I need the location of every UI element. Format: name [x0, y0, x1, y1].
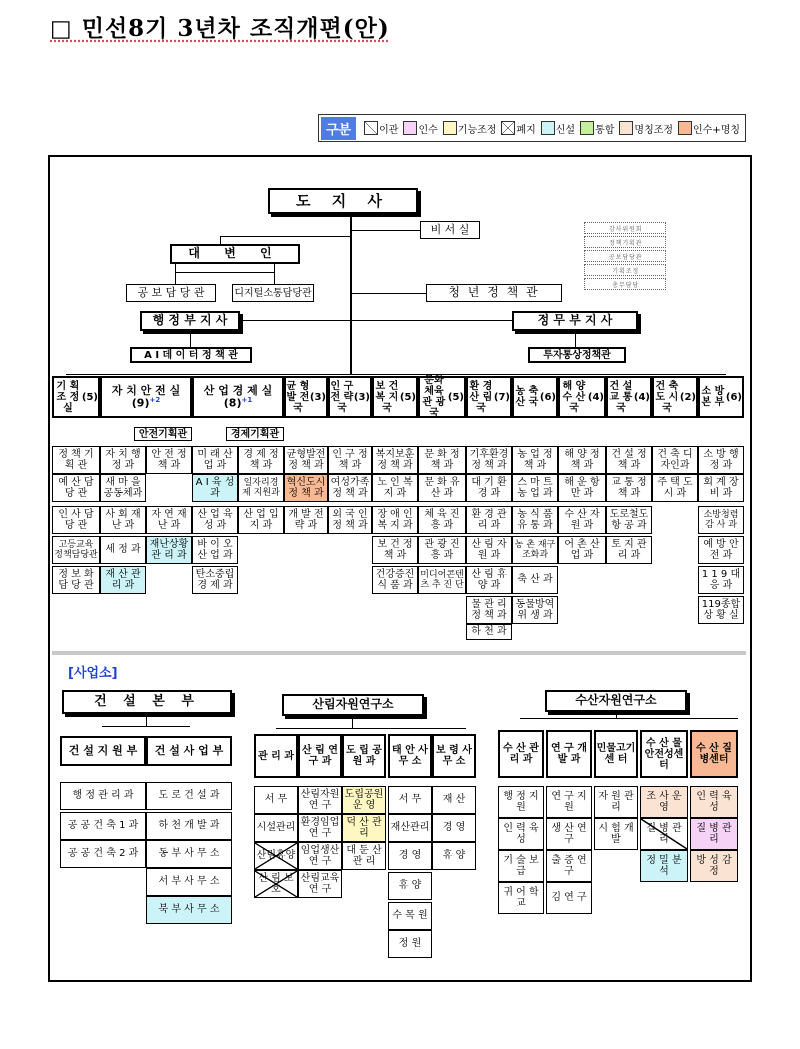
economy-planning-box: 경제기획관	[226, 427, 284, 441]
unit: 문 화 정 책 과	[418, 446, 466, 474]
unit: 교 통 정 책 과	[606, 474, 652, 502]
unit: 축 산 과	[512, 566, 558, 594]
unit: 재 산	[432, 786, 476, 814]
legend-swatch-icon	[678, 121, 692, 135]
unit: 행 정 관 리 과	[60, 782, 146, 810]
unit: 김 연 구	[546, 882, 592, 914]
unit: 시설관리	[254, 814, 298, 842]
unit: 시 험 개 발	[594, 818, 638, 850]
unit: 주 택 도 시 과	[652, 474, 698, 502]
legend-swatch-icon	[541, 121, 555, 135]
unit: 산림휴양	[254, 842, 298, 870]
fish-institute: 수산자원연구소	[545, 690, 687, 712]
secretary-box: 비 서 실	[420, 221, 480, 239]
unit: 인 사 담 당 관	[52, 506, 100, 534]
unit: 공 공 건 축 2 과	[60, 840, 146, 868]
side-box: 기 획 조 정	[584, 264, 666, 276]
legend-item-takeover-rename: 인수+명칭	[675, 121, 740, 136]
vice-political-box: 정 무 부 지 사	[512, 311, 638, 331]
legend-item-transfer: 이관	[361, 121, 398, 136]
legend	[318, 114, 746, 142]
unit: 출 증 연 구	[546, 850, 592, 882]
unit: 해 운 항 만 과	[558, 474, 606, 502]
unit: 개 발 전 략 과	[284, 506, 328, 534]
legend-swatch-icon	[403, 121, 417, 135]
unit: 인 력 육 성	[498, 818, 544, 850]
unit: 하 천 과	[466, 624, 512, 640]
unit: 1 1 9 대 응 과	[698, 566, 744, 594]
unit: 산 림 휴 양 과	[466, 566, 512, 594]
unit: 체 육 진 흥 과	[418, 506, 466, 534]
fish-head: 수 산 관 리 과	[498, 730, 544, 778]
unit: 방 성 감 정	[690, 850, 738, 882]
unit: 연 구 지 원	[546, 786, 592, 818]
forest-head: 보 령 사 무 소	[432, 734, 476, 778]
unit: 도립공원 운 영	[342, 786, 386, 814]
unit: 재산관리	[388, 814, 432, 842]
legend-item-adjust: 기능조정	[440, 121, 497, 136]
unit: 정 책 기 획 관	[52, 446, 100, 474]
legend-item-merge: 통합	[577, 121, 614, 136]
legend-item-new: 신설	[538, 121, 575, 136]
unit: 덕 산 관 리	[342, 814, 386, 842]
legend-item-rename: 명칭조정	[616, 121, 673, 136]
legend-item-takeover: 인수	[400, 121, 437, 136]
unit: 119종합 상 황 실	[698, 596, 744, 624]
page-title: □ 민선8기 3년차 조직개편(안)	[50, 15, 390, 42]
division-balance: 균 형 발 전 국 (3)	[284, 376, 328, 418]
unit: 재난상황 관 리 과	[146, 536, 192, 564]
legend-swatch-icon	[580, 121, 594, 135]
unit: 자 원 관 리	[594, 786, 638, 818]
construction-head: 건 설 지 원 부	[60, 736, 146, 766]
unit: 인 구 정 책 과	[328, 446, 372, 474]
unit: 자 치 행 정 과	[100, 446, 146, 474]
unit: 일자리경제 지원과	[238, 474, 284, 502]
unit: 자 연 재 난 과	[146, 506, 192, 534]
unit: 소 방 행 정 과	[698, 446, 744, 474]
unit: 안 전 정 책 과	[146, 446, 192, 474]
division-safety: 자 치 안 전 실 $(9)^{+2}$	[100, 376, 192, 418]
unit: 건 축 디자인과	[652, 446, 698, 474]
division-industry: 산 업 경 제 실 $(8)^{+1}$	[192, 376, 284, 418]
safety-planning-box: 안전기획관	[134, 427, 192, 441]
unit: 도로철도 항 공 과	[606, 506, 652, 534]
unit: 동 부 사 무 소	[146, 840, 232, 868]
unit: 정 보 화 담 당 관	[52, 566, 100, 594]
forest-institute: 산림자원연구소	[282, 694, 424, 716]
unit: 혁신도시 정 책 과	[284, 474, 328, 502]
unit: 산림교육 연 구	[298, 870, 342, 898]
construction-head: 건 설 사 업 부	[146, 736, 232, 766]
unit: 동물방역 위 생 과	[512, 596, 558, 624]
unit: 회 계 장 비 과	[698, 474, 744, 502]
digital-box: 디지털소통담당관	[232, 284, 314, 302]
unit: 산 림 보 호	[254, 870, 298, 898]
unit: 재 산 관 리 과	[100, 566, 146, 594]
vice-admin-box: 행 정 부 지 사	[140, 311, 240, 331]
unit: 어 촌 산 업 과	[558, 536, 606, 564]
unit: 인 력 육 성	[690, 786, 738, 818]
unit: 농 식 품 유 통 과	[512, 506, 558, 534]
unit: 사 회 재 난 과	[100, 506, 146, 534]
unit: 문 화 유 산 과	[418, 474, 466, 502]
division-population: 인 구 전 략 국 (3)	[328, 376, 372, 418]
unit: 질 병 관 리	[690, 818, 738, 850]
forest-head: 산 림 연 구 과	[298, 734, 342, 778]
division-planning: 기 획 조 정 실 (5)	[52, 376, 100, 418]
unit: 정 원	[388, 930, 432, 958]
unit: 미디어콘텐츠 추 진 단	[418, 566, 466, 594]
unit: 기 술 보 급	[498, 850, 544, 882]
fish-head: 민물고기 센 터	[594, 730, 638, 778]
legend-item-abolish: 폐지	[498, 121, 535, 136]
side-box: 공 보 담 당 관	[584, 250, 666, 262]
unit: 조 사 운 영	[640, 786, 688, 818]
legend-swatch-icon	[364, 121, 378, 135]
pr-box: 공 보 담 당 관	[126, 284, 216, 302]
unit: 산 업 입 지 과	[238, 506, 284, 534]
unit: 서 부 사 무 소	[146, 868, 232, 896]
unit: 노 인 복 지 과	[372, 474, 418, 502]
unit: 복지보훈 정 책 과	[372, 446, 418, 474]
division-architecture: 건 축 도 시 국 (2)	[652, 376, 698, 418]
unit: 여성가족 정 책 과	[328, 474, 372, 502]
unit: 농 촌 재구조화과	[512, 536, 558, 564]
unit: 예 산 담 당 관	[52, 474, 100, 502]
unit: 도 로 건 설 과	[146, 782, 232, 810]
unit: 휴 양	[432, 842, 476, 870]
unit: 산 업 육 성 과	[192, 506, 238, 534]
unit: 기후환경 정 책 과	[466, 446, 512, 474]
forest-head: 도 립 공 원 과	[342, 734, 386, 778]
legend-swatch-icon	[443, 121, 457, 135]
unit: 정 밀 분 석	[640, 850, 688, 882]
unit: 바 이 오 산 업 과	[192, 536, 238, 564]
fish-head: 수 산 물 안전성센터	[640, 730, 688, 778]
unit: 보 건 정 책 과	[372, 536, 418, 564]
unit: 농 업 정 책 과	[512, 446, 558, 474]
unit: 하 천 개 발 과	[146, 812, 232, 840]
governor-box: 도 지 사	[268, 188, 418, 214]
section-divider	[52, 651, 746, 655]
unit: 세 정 과	[100, 536, 146, 564]
legend-label: 구분	[321, 117, 356, 140]
unit: A I 육 성 과	[192, 474, 238, 502]
unit: 외 국 인 정 책 과	[328, 506, 372, 534]
unit: 스 마 트 농 업 과	[512, 474, 558, 502]
unit: 귀 어 학 교	[498, 882, 544, 914]
division-agriculture: 농 축 산 국 (6)	[512, 376, 558, 418]
unit: 해 양 정 책 과	[558, 446, 606, 474]
ai-data-box: A I 데 이 터 정 책 관	[130, 347, 252, 363]
unit: 탄소중립 경 제 과	[192, 566, 238, 594]
construction-hq: 건 설 본 부	[62, 690, 232, 714]
unit: 질 병 관 리	[640, 818, 688, 850]
division-fire: 소 방 본 부 (6)	[698, 376, 744, 418]
unit: 예 방 안 전 과	[698, 536, 744, 564]
spokesperson-box: 대 변 인	[170, 244, 300, 264]
invest-box: 투자통상정책관	[528, 347, 626, 363]
unit: 경 영	[388, 842, 432, 870]
side-box: 총 무 담 당	[584, 278, 666, 290]
unit: 북 부 사 무 소	[146, 896, 232, 924]
unit: 서 무	[388, 786, 432, 814]
unit: 건 설 정 책 과	[606, 446, 652, 474]
forest-head: 태 안 사 무 소	[388, 734, 432, 778]
unit: 생 산 연 구	[546, 818, 592, 850]
division-welfare: 보 건 복 지 국 (5)	[372, 376, 418, 418]
unit: 휴 양	[388, 872, 432, 900]
unit: 소방청렴 감 사 과	[698, 506, 744, 534]
unit: 임업생산 연 구	[298, 842, 342, 870]
unit: 공 공 건 축 1 과	[60, 812, 146, 840]
unit: 산 림 자 원 과	[466, 536, 512, 564]
unit: 대 둔 산 관 리	[342, 842, 386, 870]
unit: 건강증진 식 품 과	[372, 566, 418, 594]
unit: 환 경 관 리 과	[466, 506, 512, 534]
division-construction: 건 설 교 통 국 (4)	[606, 376, 652, 418]
unit: 경 제 정 책 과	[238, 446, 284, 474]
unit: 장 애 인 복 지 과	[372, 506, 418, 534]
side-box: 정 책 기 획 관	[584, 236, 666, 248]
division-ocean: 해 양 수 산 국 (4)	[558, 376, 606, 418]
division-environment: 환 경 산 림 국 (7)	[466, 376, 512, 418]
unit: 관 광 진 흥 과	[418, 536, 466, 564]
legend-swatch-icon	[619, 121, 633, 135]
unit: 경 영	[432, 814, 476, 842]
unit: 행 정 지 원	[498, 786, 544, 818]
unit: 토 지 관 리 과	[606, 536, 652, 564]
fish-head: 수 산 질병센터	[690, 730, 738, 778]
unit: 환경임업 연 구	[298, 814, 342, 842]
side-box: 감 사 위 원 회	[584, 222, 666, 234]
unit: 대 기 환 경 과	[466, 474, 512, 502]
unit: 미 래 산 업 과	[192, 446, 238, 474]
unit: 물 관 리 정 책 과	[466, 596, 512, 624]
unit: 균형발전 정 책 과	[284, 446, 328, 474]
unit: 새 마 을 공동체과	[100, 474, 146, 502]
unit: 서 무	[254, 786, 298, 814]
division-culture: 문화체육 관 광 국 (5)	[418, 376, 466, 418]
unit: 산림자원 연 구	[298, 786, 342, 814]
fish-head: 연 구 개 발 과	[546, 730, 592, 778]
unit: 고등교육 정책담당관	[52, 536, 100, 564]
legend-swatch-icon	[501, 121, 515, 135]
youth-box: 청 년 정 책 관	[426, 284, 562, 302]
unit: 수 목 원	[388, 902, 432, 930]
unit: 수 산 자 원 과	[558, 506, 606, 534]
enterprise-title: [사업소]	[68, 666, 118, 681]
forest-head: 관 리 과	[254, 734, 298, 778]
